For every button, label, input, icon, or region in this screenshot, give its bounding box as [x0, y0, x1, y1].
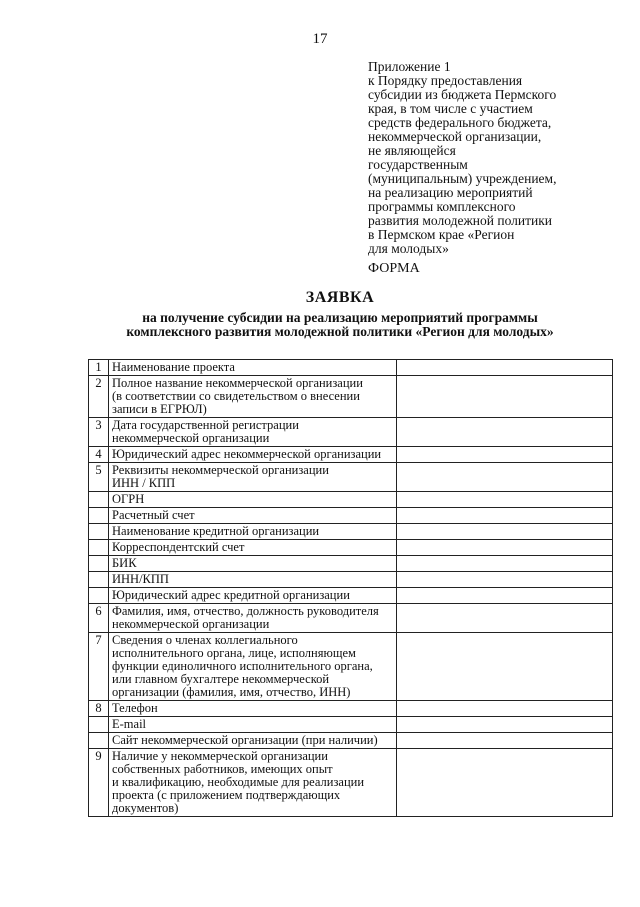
- row-value-cell[interactable]: [397, 733, 613, 749]
- row-value-cell[interactable]: [397, 508, 613, 524]
- appendix-line: к Порядку предоставления: [368, 73, 523, 88]
- table-row: [89, 376, 613, 418]
- row-label: [109, 588, 397, 604]
- row-value-cell[interactable]: [397, 633, 613, 701]
- row-number: [89, 540, 109, 556]
- row-number: [89, 733, 109, 749]
- row-label-line: Корреспондентский счет: [112, 540, 245, 554]
- appendix-line: средств федерального бюджета,: [368, 115, 552, 130]
- row-label: [109, 733, 397, 749]
- appendix-line: для молодых»: [368, 241, 449, 256]
- row-number: 3: [89, 418, 109, 447]
- row-number: [89, 556, 109, 572]
- form-label: ФОРМА: [368, 261, 420, 276]
- subtitle-line: комплексного развития молодежной политики «Регион для молодых»: [126, 324, 554, 339]
- row-number: 5: [89, 463, 109, 492]
- row-label: [109, 418, 397, 447]
- table-row: [89, 604, 613, 633]
- row-number: 8: [89, 701, 109, 717]
- table-row: [89, 524, 613, 540]
- row-value-cell[interactable]: [397, 604, 613, 633]
- appendix-line: развития молодежной политики: [368, 213, 553, 228]
- row-number: [89, 508, 109, 524]
- row-value-cell[interactable]: [397, 447, 613, 463]
- appendix-line: Приложение 1: [368, 59, 451, 74]
- table-row: [89, 749, 613, 817]
- table-row: [89, 508, 613, 524]
- row-number: 9: [89, 749, 109, 817]
- table-row: [89, 447, 613, 463]
- row-label: [109, 572, 397, 588]
- table-row: [89, 556, 613, 572]
- row-label-line: документов): [112, 801, 179, 815]
- table-row: [89, 572, 613, 588]
- row-label-line: Юридический адрес некоммерческой организации: [112, 447, 382, 461]
- table-row: [89, 717, 613, 733]
- row-label-line: ИНН/КПП: [112, 572, 169, 586]
- application-form-table: [88, 359, 613, 817]
- row-label-line: и квалификацию, необходимые для реализации: [112, 775, 365, 789]
- table-row: [89, 540, 613, 556]
- appendix-line: государственным: [368, 157, 468, 172]
- row-number: 4: [89, 447, 109, 463]
- appendix-line: субсидии из бюджета Пермского: [368, 87, 557, 102]
- row-label-line: Фамилия, имя, отчество, должность руководителя: [112, 604, 379, 618]
- row-number: 1: [89, 360, 109, 376]
- row-label-line: проекта (с приложением подтверждающих: [112, 788, 341, 802]
- row-label: [109, 604, 397, 633]
- row-value-cell[interactable]: [397, 524, 613, 540]
- row-label: [109, 508, 397, 524]
- appendix-line: в Пермском крае «Регион: [368, 227, 515, 242]
- table-row: [89, 360, 613, 376]
- row-value-cell[interactable]: [397, 749, 613, 817]
- row-value-cell[interactable]: [397, 492, 613, 508]
- row-number: [89, 572, 109, 588]
- row-label: [109, 463, 397, 492]
- appendix-line: некоммерческой организации,: [368, 129, 542, 144]
- row-label: [109, 717, 397, 733]
- table-row: [89, 701, 613, 717]
- row-label: [109, 540, 397, 556]
- row-label: [109, 556, 397, 572]
- row-number: 7: [89, 633, 109, 701]
- row-label: [109, 701, 397, 717]
- row-value-cell[interactable]: [397, 376, 613, 418]
- row-number: [89, 588, 109, 604]
- table-row: [89, 733, 613, 749]
- table-row: [89, 588, 613, 604]
- row-label-line: функции единоличного исполнительного органа,: [112, 659, 373, 673]
- row-value-cell[interactable]: [397, 701, 613, 717]
- row-label: [109, 376, 397, 418]
- row-label-line: записи в ЕГРЮЛ): [112, 402, 207, 416]
- row-label-line: Наличие у некоммерческой организации: [112, 749, 328, 763]
- appendix-note: [368, 60, 628, 256]
- appendix-line: (муниципальным) учреждением,: [368, 171, 557, 186]
- row-label-line: БИК: [112, 556, 137, 570]
- row-label-line: исполнительного органа, лице, исполняющем: [112, 646, 356, 660]
- row-value-cell[interactable]: [397, 418, 613, 447]
- row-label-line: Реквизиты некоммерческой организации: [112, 463, 329, 477]
- row-value-cell[interactable]: [397, 463, 613, 492]
- appendix-line: на реализацию мероприятий: [368, 185, 533, 200]
- row-label-line: Расчетный счет: [112, 508, 195, 522]
- row-label: [109, 749, 397, 817]
- row-value-cell[interactable]: [397, 572, 613, 588]
- row-label-line: некоммерческой организации: [112, 431, 270, 445]
- row-label-line: некоммерческой организации: [112, 617, 270, 631]
- row-label-line: ОГРН: [112, 492, 145, 506]
- row-value-cell[interactable]: [397, 360, 613, 376]
- row-label: [109, 524, 397, 540]
- row-number: 6: [89, 604, 109, 633]
- page-number: 17: [312, 31, 328, 47]
- row-label: [109, 633, 397, 701]
- row-number: [89, 492, 109, 508]
- table-row: [89, 463, 613, 492]
- row-label-line: Сведения о членах коллегиального: [112, 633, 298, 647]
- row-label-line: Сайт некоммерческой организации (при наличии): [112, 733, 378, 747]
- table-row: [89, 418, 613, 447]
- subtitle-line: на получение субсидии на реализацию мероприятий программы: [142, 310, 538, 325]
- row-label-line: Наименование кредитной организации: [112, 524, 320, 538]
- appendix-line: не являющейся: [368, 143, 456, 158]
- row-label-line: Телефон: [112, 701, 158, 715]
- row-label-line: собственных работников, имеющих опыт: [112, 762, 333, 776]
- row-number: [89, 524, 109, 540]
- appendix-line: края, в том числе с участием: [368, 101, 533, 116]
- document-title: ЗАЯВКА: [305, 289, 375, 306]
- row-value-cell[interactable]: [397, 717, 613, 733]
- row-label-line: Полное название некоммерческой организации: [112, 376, 363, 390]
- row-label-line: Дата государственной регистрации: [112, 418, 299, 432]
- row-value-cell[interactable]: [397, 588, 613, 604]
- row-label-line: E-mail: [112, 717, 147, 731]
- row-number: 2: [89, 376, 109, 418]
- row-label-line: Юридический адрес кредитной организации: [112, 588, 350, 602]
- row-label: [109, 492, 397, 508]
- table-row: [89, 492, 613, 508]
- appendix-line: программы комплексного: [368, 199, 516, 214]
- table-row: [89, 633, 613, 701]
- row-value-cell[interactable]: [397, 540, 613, 556]
- row-value-cell[interactable]: [397, 556, 613, 572]
- row-label-line: (в соответствии со свидетельством о внесении: [112, 389, 360, 403]
- row-label-line: организации (фамилия, имя, отчество, ИНН): [112, 685, 351, 699]
- row-label-line: ИНН / КПП: [112, 476, 176, 490]
- row-label: [109, 360, 397, 376]
- row-label-line: Наименование проекта: [112, 360, 235, 374]
- row-label-line: или главном бухгалтере некоммерческой: [112, 672, 330, 686]
- document-subtitle: [60, 311, 620, 339]
- row-number: [89, 717, 109, 733]
- row-label: [109, 447, 397, 463]
